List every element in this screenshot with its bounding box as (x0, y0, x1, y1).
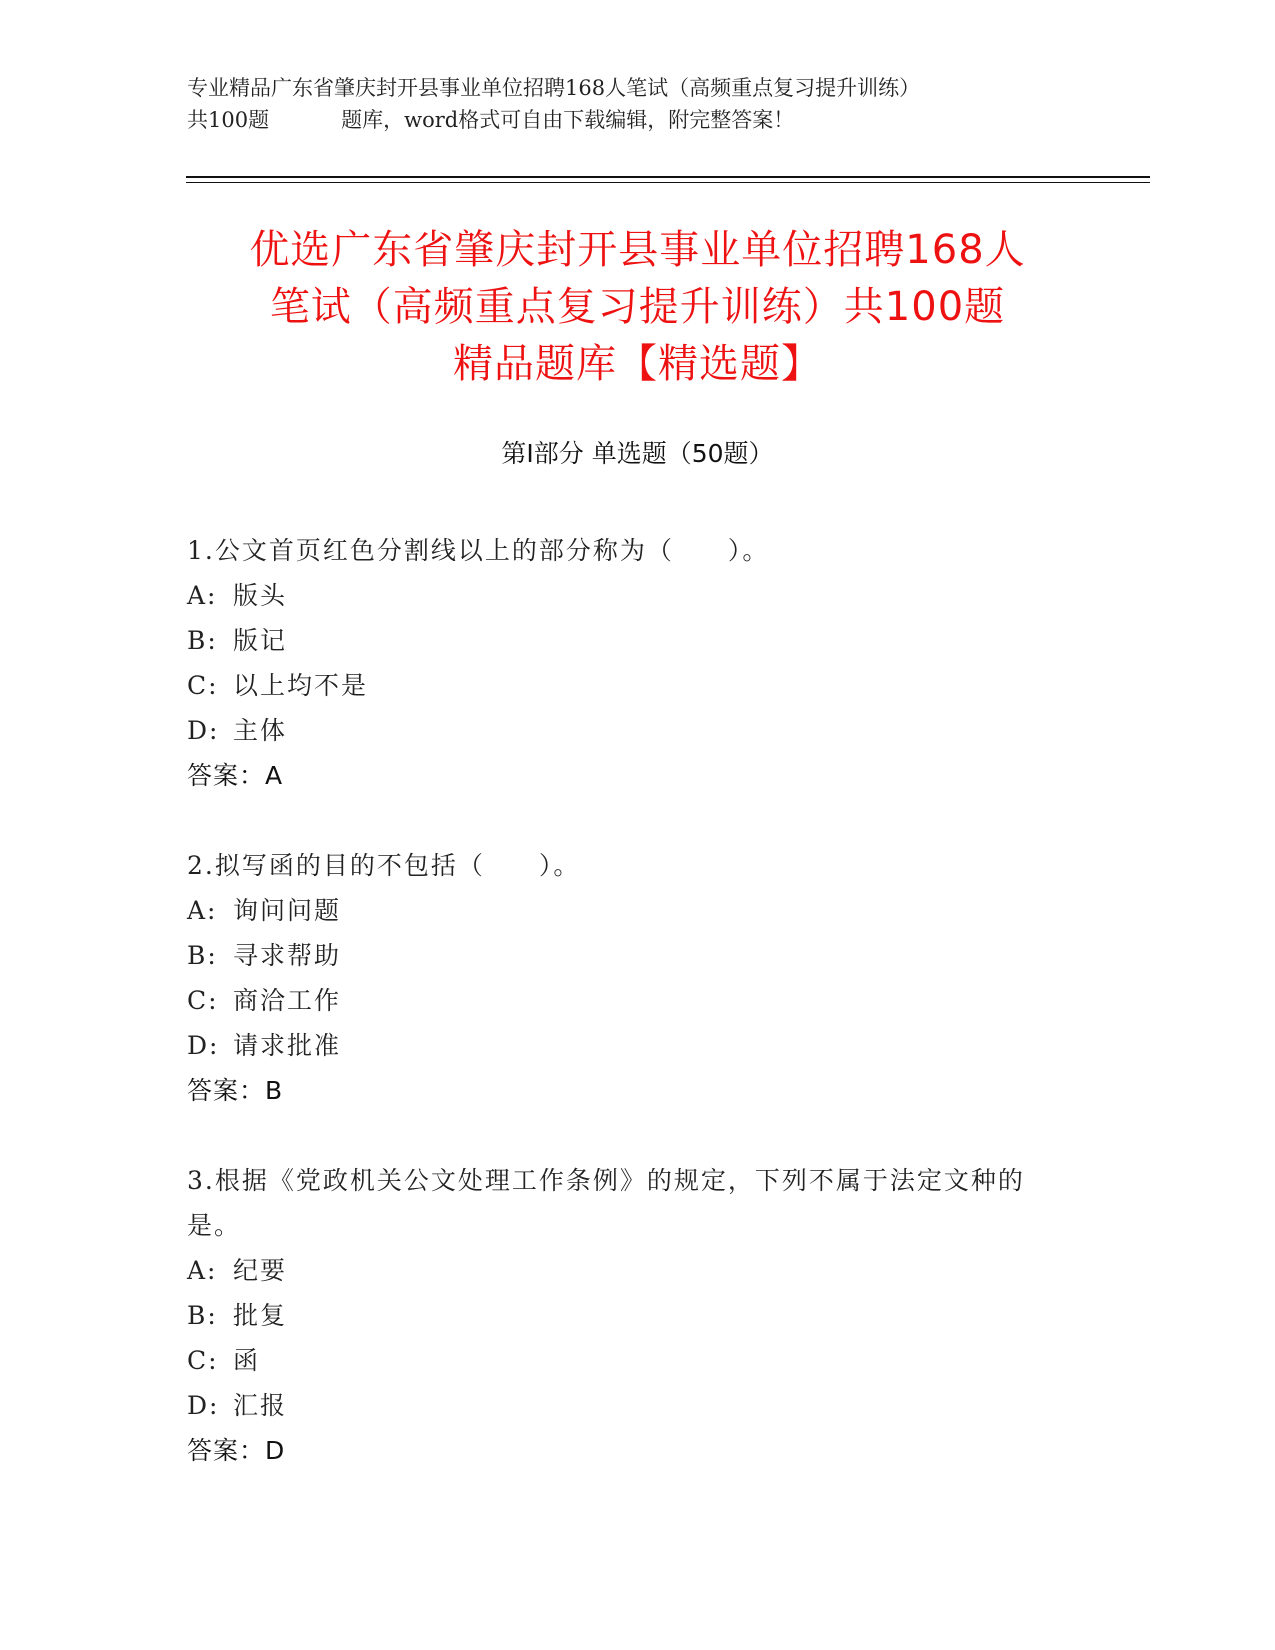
option-a (187, 888, 1067, 933)
option-text: 版头 (233, 581, 288, 610)
option-c (187, 663, 1067, 708)
option-a (187, 1248, 1067, 1293)
option-b (187, 1293, 1067, 1338)
option-text: 汇报 (233, 1391, 288, 1420)
option-text: 主体 (233, 716, 288, 745)
question-2 (187, 843, 1067, 1113)
question-stem: 3.根据《党政机关公文处理工作条例》的规定，下列不属于法定文种的是。 (187, 1166, 1025, 1240)
option-key: B: (187, 1301, 218, 1330)
question-stem: 1.公文首页红色分割线以上的部分称为（ ）。 (187, 536, 770, 565)
option-key: C: (187, 986, 219, 1015)
header-note-format: 题库，word格式可自由下载编辑，附完整答案！ (341, 108, 795, 132)
option-c (187, 978, 1067, 1023)
option-key: D: (187, 1391, 220, 1420)
option-key: C: (187, 671, 219, 700)
option-text: 商洽工作 (233, 986, 342, 1015)
option-c (187, 1338, 1067, 1383)
option-text: 纪要 (233, 1256, 288, 1285)
header-note-line-2 (187, 104, 1087, 136)
option-text: 请求批准 (233, 1031, 342, 1060)
option-key: A: (187, 896, 218, 925)
option-key: D: (187, 716, 220, 745)
document-header-note (187, 72, 1087, 136)
option-key: D: (187, 1031, 220, 1060)
question-1 (187, 528, 1067, 798)
option-key: C: (187, 1346, 219, 1375)
option-text: 以上均不是 (233, 671, 369, 700)
header-note-line-1: 专业精品广东省肇庆封开县事业单位招聘168人笔试（高频重点复习提升训练） (187, 76, 921, 100)
option-key: B: (187, 626, 218, 655)
option-text: 询问问题 (233, 896, 342, 925)
header-divider-thick (186, 176, 1150, 178)
option-b (187, 933, 1067, 978)
answer-line: 答案：D (187, 1436, 286, 1465)
option-d (187, 708, 1067, 753)
question-list (187, 528, 1067, 1518)
section-heading: 第I部分 单选题（50题） (501, 439, 774, 468)
option-text: 函 (233, 1346, 261, 1375)
option-text: 寻求帮助 (233, 941, 342, 970)
document-title (150, 222, 1125, 393)
option-key: A: (187, 581, 218, 610)
option-d (187, 1383, 1067, 1428)
header-note-count: 共100题 (187, 108, 270, 132)
option-d (187, 1023, 1067, 1068)
document-title-line-2: 笔试（高频重点复习提升训练）共100题 (269, 284, 1006, 330)
answer-line: 答案：A (187, 761, 284, 790)
option-text: 版记 (233, 626, 288, 655)
option-key: B: (187, 941, 218, 970)
option-text: 批复 (233, 1301, 288, 1330)
answer-line: 答案：B (187, 1076, 284, 1105)
document-title-line-1: 优选广东省肇庆封开县事业单位招聘168人 (249, 227, 1026, 273)
option-a (187, 573, 1067, 618)
question-stem: 2.拟写函的目的不包括（ ）。 (187, 851, 581, 880)
option-b (187, 618, 1067, 663)
header-divider-thin (186, 182, 1150, 183)
question-3 (187, 1158, 1067, 1473)
document-title-line-3: 精品题库【精选题】 (453, 341, 822, 387)
option-key: A: (187, 1256, 218, 1285)
